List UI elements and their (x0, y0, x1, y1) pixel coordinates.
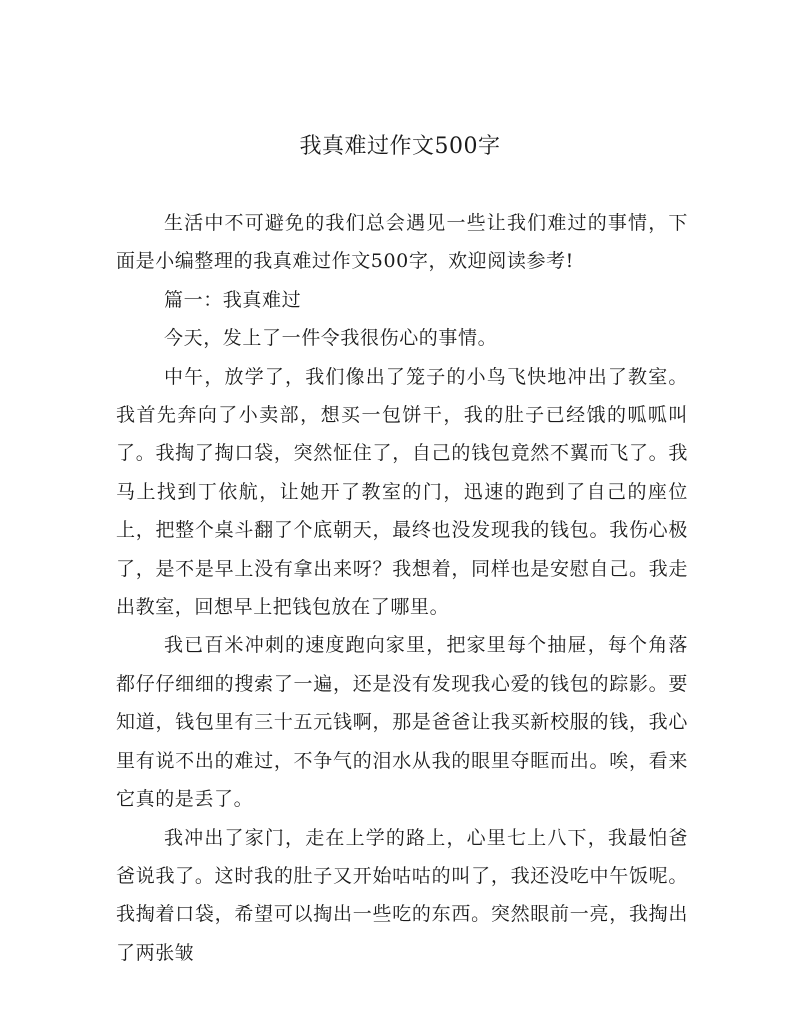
paragraph-3: 我已百米冲刺的速度跑向家里，把家里每个抽屉，每个角落都仔仔细细的搜索了一遍，还是没有发现我心爱的钱包的踪影。要知道，钱包里有三十五元钱啊，那是爸爸让我买新校服的钱，我心里有说不出的难过，不争气的泪水从我的眼里夺眶而出。唉，看来它真的是丢了。 (116, 634, 688, 811)
paragraph-4: 我冲出了家门，走在上学的路上，心里七上八下，我最怕爸爸说我了。这时我的肚子又开始咕咕的叫了，我还没吃中午饭呢。我掏着口袋，希望可以掏出一些吃的东西。突然眼前一亮，我掏出了两张皱 (116, 826, 688, 964)
paragraph-2: 中午，放学了，我们像出了笼子的小鸟飞快地冲出了教室。我首先奔向了小卖部，想买一包饼干，我的肚子已经饿的呱呱叫了。我掏了掏口袋，突然怔住了，自己的钱包竟然不翼而飞了。我马上找到丁依航，让她开了教室的门，迅速的跑到了自己的座位上，把整个桌斗翻了个底朝天，最终也没发现我的钱包。我伤心极了，是不是早上没有拿出来呀？我想着，同样也是安慰自己。我走出教室，回想早上把钱包放在了哪里。 (116, 365, 688, 619)
section-heading: 篇一：我真难过 (164, 288, 302, 311)
paragraph-1: 今天，发上了一件令我很伤心的事情。 (164, 327, 498, 350)
paragraph-intro: 生活中不可避免的我们总会遇见一些让我们难过的事情，下面是小编整理的我真难过作文500字，欢迎阅读参考! (116, 212, 688, 273)
document-title: 我真难过作文500字 (299, 134, 501, 159)
document-body (116, 204, 688, 972)
